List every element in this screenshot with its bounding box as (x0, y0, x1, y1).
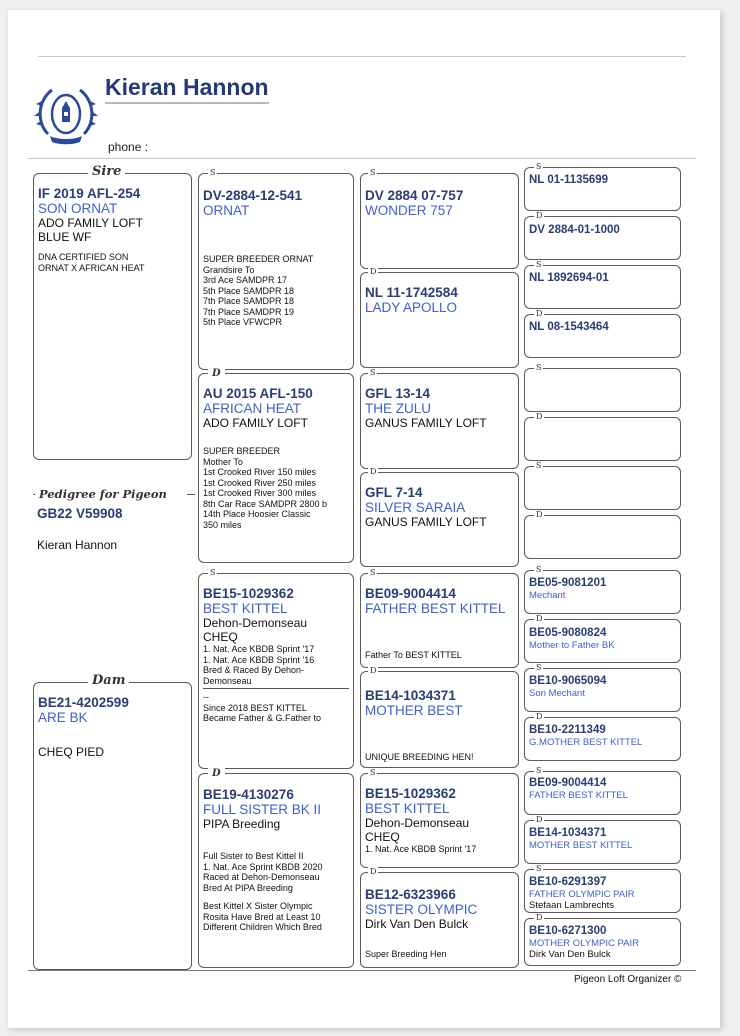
gen4-box-10 (524, 619, 681, 663)
dam-dam-box (198, 773, 354, 968)
sire-dam-note: 14th Place Hoosier Classic (203, 509, 311, 519)
dam-sire-box (198, 573, 354, 769)
dds-note: 1. Nat. Ace KBDB Sprint '17 (365, 844, 477, 854)
dss-ring: BE09-9004414 (365, 586, 456, 601)
sire-dam-note: 350 miles (203, 519, 242, 530)
dam-sire-color: CHEQ (203, 630, 238, 644)
dam-dam-note: Full Sister to Best Kittel II (203, 851, 304, 861)
dsd-tag: D (370, 666, 377, 675)
gen4-box-6 (524, 417, 681, 461)
gen4-tag: D (536, 309, 543, 318)
ddd-name: SISTER OLYMPIC (365, 902, 478, 917)
subject-ring: GB22 V59908 (37, 506, 123, 521)
sss-ring: DV 2884 07-757 (365, 188, 464, 203)
gen4-box-9 (524, 570, 681, 614)
dss-tag: S (370, 568, 376, 577)
gen4-ring: BE09-9004414 (529, 777, 607, 789)
sire-dam-name: AFRICAN HEAT (203, 401, 302, 416)
ddd-tag: D (370, 867, 377, 876)
sire-note-1: DNA CERTIFIED SON (38, 252, 129, 262)
sire-sire-note: 7th Place SAMDPR 19 (203, 306, 295, 317)
sire-sire-note: 5th Place VFWCPR (203, 317, 283, 327)
dam-label: Dam (88, 674, 129, 688)
gen4-ring: BE10-9065094 (529, 675, 607, 687)
dam-dam-note: Rosita Have Bred at Least 10 (203, 911, 321, 922)
sire-sire-note: 7th Place SAMDPR 18 (203, 296, 295, 306)
gen4-tag: D (536, 412, 543, 421)
dam-dam-note: Raced at Dehon-Demonseau (203, 872, 320, 882)
gen4-name: G.MOTHER BEST KITTEL (529, 737, 643, 748)
gen4-ring: DV 2884-01-1000 (529, 224, 620, 236)
sire-dam-tag: D (208, 367, 225, 381)
sire-loft: ADO FAMILY LOFT (38, 216, 143, 230)
owner-name: Kieran Hannon (105, 74, 269, 104)
dam-dam-note: Different Children Which Bred (203, 922, 322, 932)
sire-label: Sire (88, 165, 125, 179)
gen4-tag: S (536, 162, 542, 171)
sire-color: BLUE WF (38, 230, 92, 244)
gen4-tag: D (536, 815, 543, 824)
dam-sire-note: 1. Nat. Ace KBDB Sprint '16 (203, 654, 315, 665)
sire-dam-note: 1st Crooked River 300 miles (203, 488, 317, 498)
sire-sire-box (198, 173, 354, 370)
pedigree-sheet (8, 10, 720, 1028)
sire-dam-box (198, 373, 354, 563)
dam-sire-loft: Dehon-Demonseau (203, 616, 308, 630)
gen4-box-16 (524, 918, 681, 966)
sire-sire-note: 5th Place SAMDPR 18 (203, 285, 295, 296)
dam-sire-note: -- (203, 692, 209, 702)
gen4-tag: S (536, 260, 542, 269)
gen4-box-5 (524, 368, 681, 412)
ddd-loft: Dirk Van Den Bulck (365, 917, 469, 931)
sds-tag: S (370, 368, 376, 377)
gen4-name: FATHER BEST KITTEL (529, 790, 628, 801)
gen4-box-3 (524, 265, 681, 309)
ssd-tag: D (370, 267, 377, 276)
gen4-tag: S (536, 663, 542, 672)
sire-sire-note: SUPER BREEDER ORNAT (203, 254, 314, 264)
gen4-loft: Stefaan Lambrechts (529, 900, 615, 911)
dam-sire-note: Since 2018 BEST KITTEL (203, 702, 307, 713)
dam-sire-note: Demonseau (203, 675, 252, 686)
dds-ring: BE15-1029362 (365, 786, 456, 801)
gen4-ring: BE10-2211349 (529, 724, 606, 736)
ssd-name: LADY APOLLO (365, 300, 458, 315)
gen4-tag: D (536, 913, 543, 922)
sds-ring: GFL 13-14 (365, 386, 431, 401)
gen4-name: Mechant (529, 590, 566, 601)
gen4-box-12 (524, 717, 681, 761)
sire-box (33, 173, 192, 460)
sire-note-2: ORNAT X AFRICAN HEAT (38, 262, 145, 273)
ssd-box (360, 272, 519, 368)
dsd-box (360, 671, 519, 768)
dam-sire-tag: S (210, 568, 216, 577)
gen4-ring: BE05-9081201 (529, 577, 607, 589)
sss-tag: S (370, 168, 376, 177)
dam-sire-name: BEST KITTEL (203, 601, 288, 616)
gen4-name: MOTHER OLYMPIC PAIR (529, 938, 639, 949)
sire-dam-loft: ADO FAMILY LOFT (203, 416, 308, 430)
gen4-ring: NL 01-1135699 (529, 174, 609, 186)
top-rule (38, 56, 686, 57)
ddd-note: Super Breeding Hen (365, 949, 447, 959)
gen4-box-7 (524, 466, 681, 510)
footer-credit: Pigeon Loft Organizer © (574, 974, 682, 985)
dam-dam-note: 1. Nat. Ace Sprint KBDB 2020 (203, 861, 323, 872)
gen4-name: MOTHER BEST KITTEL (529, 840, 633, 851)
sire-sire-note: Grandsire To (203, 264, 255, 275)
gen4-tag: S (536, 461, 542, 470)
sdd-box (360, 472, 519, 567)
dam-ring: BE21-4202599 (38, 695, 129, 710)
gen4-loft: Dirk Van Den Bulck (529, 949, 611, 960)
dds-name: BEST KITTEL (365, 801, 450, 816)
phone-label: phone : (108, 140, 149, 154)
sire-dam-note: 1st Crooked River 150 miles (203, 467, 317, 477)
sire-ring: IF 2019 AFL-254 (38, 186, 141, 201)
dam-dam-loft: PIPA Breeding (203, 817, 281, 831)
sdd-name: SILVER SARAIA (365, 500, 466, 515)
gen4-ring: BE10-6291397 (529, 876, 607, 888)
dam-dam-note: Bred At PIPA Breeding (203, 882, 293, 893)
loft-logo-icon (34, 82, 98, 146)
gen4-tag: S (536, 766, 542, 775)
subject-owner: Kieran Hannon (37, 538, 118, 552)
gen4-tag: S (536, 363, 542, 372)
pedigree-for-label: Pedigree for Pigeon (35, 487, 171, 501)
sire-dam-note: 8th Car Race SAMDPR 2800 b (203, 498, 328, 509)
dam-sire-ring: BE15-1029362 (203, 586, 294, 601)
gen4-tag: D (536, 614, 543, 623)
dss-box (360, 573, 519, 668)
dds-box (360, 773, 519, 868)
dam-dam-ring: BE19-4130276 (203, 787, 294, 802)
gen4-tag: D (536, 510, 543, 519)
sire-sire-note: 3rd Ace SAMDPR 17 (203, 275, 288, 285)
gen4-box-15 (524, 869, 681, 913)
sire-dam-ring: AU 2015 AFL-150 (203, 386, 313, 401)
dss-note: Father To BEST KITTEL (365, 650, 462, 660)
ddd-box (360, 872, 519, 968)
dss-name: FATHER BEST KITTEL (365, 601, 506, 616)
gen4-ring: BE14-1034371 (529, 827, 607, 839)
dsd-note: UNIQUE BREEDING HEN! (365, 752, 474, 762)
gen4-box-1 (524, 167, 681, 211)
gen4-tag: D (536, 211, 543, 220)
dam-dam-tag: D (208, 767, 225, 781)
gen4-ring: NL 1892694-01 (529, 272, 609, 284)
gen4-tag: D (536, 712, 543, 721)
dam-dam-note: Best Kittel X Sister Olympic (203, 901, 313, 911)
gen4-box-4 (524, 314, 681, 358)
sire-dam-note: 1st Crooked River 250 miles (203, 477, 317, 488)
dam-dam-name: FULL SISTER BK II (203, 802, 322, 817)
dam-name: ARE BK (38, 710, 88, 725)
gen4-tag: S (536, 864, 542, 873)
dam-sire-note: Bred & Raced By Dehon- (203, 665, 305, 675)
ssd-ring: NL 11-1742584 (365, 285, 458, 300)
ddd-ring: BE12-6323966 (365, 887, 456, 902)
gen4-name: FATHER OLYMPIC PAIR (529, 889, 635, 900)
sire-sire-name: ORNAT (203, 203, 250, 218)
sds-loft: GANUS FAMILY LOFT (365, 416, 487, 430)
dsd-name: MOTHER BEST (365, 703, 463, 718)
dam-sire-note: Became Father & G.Father to (203, 713, 322, 723)
sdd-ring: GFL 7-14 (365, 485, 423, 500)
sire-dam-note: Mother To (203, 456, 243, 467)
gen4-box-14 (524, 820, 681, 864)
dam-sire-separator (203, 688, 349, 689)
sss-box (360, 173, 519, 269)
dam-box (33, 682, 192, 970)
gen4-box-11 (524, 668, 681, 712)
sire-dam-note: SUPER BREEDER (203, 446, 281, 456)
gen4-box-2 (524, 216, 681, 260)
gen4-box-13 (524, 771, 681, 815)
gen4-tag: S (536, 565, 542, 574)
gen4-ring: BE05-9080824 (529, 627, 607, 639)
dds-color: CHEQ (365, 830, 400, 844)
dam-sire-note: 1. Nat. Ace KBDB Sprint '17 (203, 644, 315, 654)
gen4-ring: NL 08-1543464 (529, 321, 609, 333)
dds-tag: S (370, 768, 376, 777)
gen4-name: Son Mechant (529, 688, 585, 699)
gen4-box-8 (524, 515, 681, 559)
sire-name: SON ORNAT (38, 201, 118, 216)
sdd-tag: D (370, 467, 377, 476)
gen4-name: Mother to Father BK (529, 640, 615, 651)
header-rule (28, 158, 696, 159)
gen4-ring: BE10-6271300 (529, 925, 607, 937)
sds-name: THE ZULU (365, 401, 432, 416)
footer-rule (28, 970, 696, 971)
sdd-loft: GANUS FAMILY LOFT (365, 515, 487, 529)
sire-sire-tag: S (210, 168, 216, 177)
sss-name: WONDER 757 (365, 203, 453, 218)
dam-color: CHEQ PIED (38, 745, 105, 759)
sire-sire-ring: DV-2884-12-541 (203, 188, 303, 203)
dsd-ring: BE14-1034371 (365, 688, 456, 703)
dds-loft: Dehon-Demonseau (365, 816, 470, 830)
sds-box (360, 373, 519, 469)
